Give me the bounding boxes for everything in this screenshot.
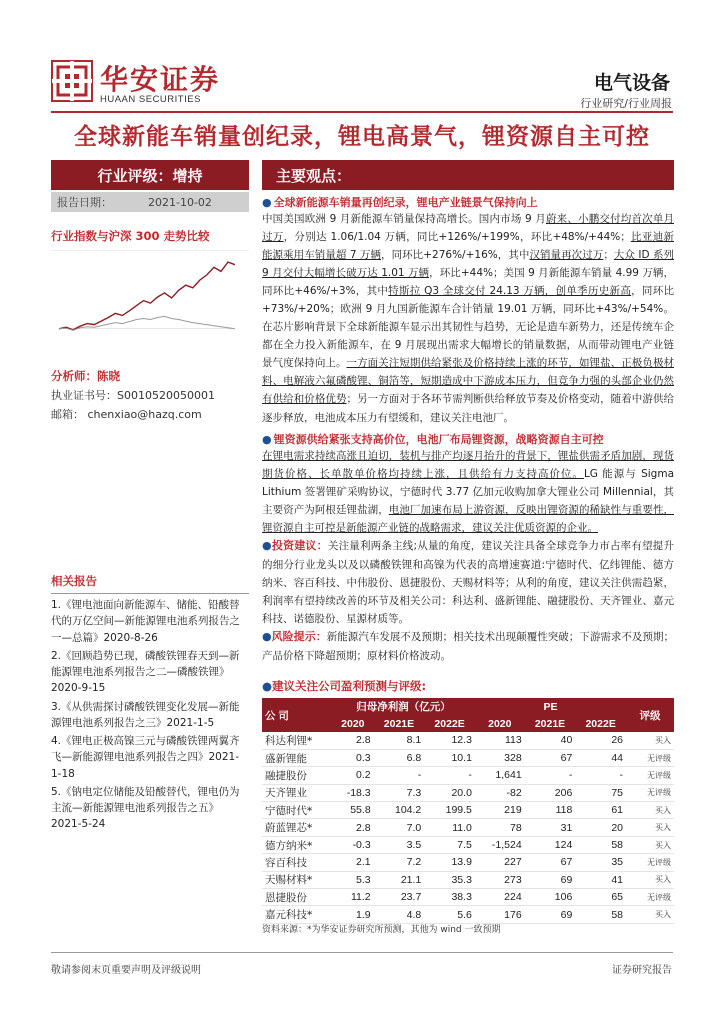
cell-e2: 31 <box>525 819 576 836</box>
bullet-icon: ● <box>262 196 272 209</box>
cell-p2: 6.8 <box>374 749 425 766</box>
text-run-underlined: 比亚迪新能源乘用车销量超 7 万辆 <box>262 231 675 262</box>
risk-text: 新能源汽车发展不及预期；相关技术出现颠覆性突破；下游需求不及预期；产品价格下降超预期；原材料价格波动。 <box>262 630 674 662</box>
chart-title: 行业指数与沪深 300 走势比较 <box>51 229 210 243</box>
section-lithium-text <box>262 447 674 537</box>
cell-e1: 328 <box>475 749 525 766</box>
cell-p1: 2.8 <box>332 819 374 836</box>
cell-p3: 12.3 <box>424 732 475 749</box>
cell-e3: 26 <box>575 732 626 749</box>
related-report-item[interactable]: 1.《锂电池面向新能源车、储能、铅酸替代的万亿空间—新能源锂电池系列报告之一—总篇》2020-8-26 <box>51 599 240 644</box>
cell-p1: 2.1 <box>332 854 374 871</box>
report-type: 行业研究/行业周报 <box>580 97 672 110</box>
cell-name: 天齐锂业 <box>262 784 332 801</box>
table-row <box>262 767 674 784</box>
cell-p3: 11.0 <box>424 819 475 836</box>
analyst-name: 分析师：陈晓 <box>51 369 120 383</box>
series-line-0 <box>59 262 235 330</box>
cell-e1: 227 <box>475 854 525 871</box>
related-reports-title: 相关报告 <box>51 573 249 594</box>
cell-name: 融捷股份 <box>262 767 332 784</box>
cell-p2: 21.1 <box>374 871 425 888</box>
related-report-item[interactable]: 4.《锂电正极高镍三元与磷酸铁锂两翼齐飞—新能源锂电池系列报告之四》2021-1-18 <box>51 735 240 780</box>
footer-report-label: 证券研究报告 <box>612 965 672 976</box>
analyst-cert: 执业证书号：S0010520050001 <box>51 389 215 402</box>
report-date-value: 2021-10-02 <box>148 195 212 209</box>
cell-p2: 3.5 <box>374 836 425 853</box>
brand-name-en: HUAAN SECURITIES <box>100 94 201 105</box>
cell-p1: 0.2 <box>332 767 374 784</box>
text-run: ，环比+44%；美国 9 月新能源车销量 4.99 万辆，同环比+46%/+3%，其中 <box>262 267 674 298</box>
cell-p1: 5.3 <box>332 871 374 888</box>
viewpoints-heading: 主要观点： <box>262 160 674 190</box>
col-year: 2022E <box>575 715 626 732</box>
estimate-table-title-text: 建议关注公司盈利预测与评级: <box>272 679 427 693</box>
cell-e1: 1,641 <box>475 767 525 784</box>
report-date-label: 报告日期： <box>57 196 112 209</box>
table-row <box>262 854 674 871</box>
col-year: 2020 <box>332 715 374 732</box>
cell-e3: 58 <box>575 836 626 853</box>
cell-p3: 5.6 <box>424 906 475 923</box>
col-group-pe: PE <box>475 698 626 715</box>
cell-rating: 买入 <box>626 819 674 836</box>
report-date <box>51 192 249 212</box>
text-run: ； <box>603 249 614 262</box>
cell-e2: 118 <box>525 802 576 819</box>
cell-name: 容百科技 <box>262 854 332 871</box>
cell-e3: 61 <box>575 802 626 819</box>
cell-e3: 41 <box>575 871 626 888</box>
huaan-logo-icon <box>51 60 93 102</box>
table-row <box>262 871 674 888</box>
cell-name: 恩捷股份 <box>262 889 332 906</box>
risk-head: 风险提示： <box>271 629 327 643</box>
cell-p3: 13.9 <box>424 854 475 871</box>
cell-rating: 买入 <box>626 906 674 923</box>
bullet-icon: ● <box>262 679 273 693</box>
cell-p3: 35.3 <box>424 871 475 888</box>
table-row <box>262 906 674 923</box>
cell-name: 盛新锂能 <box>262 749 332 766</box>
cell-p1: 1.9 <box>332 906 374 923</box>
cell-p1: 2.8 <box>332 732 374 749</box>
cell-name: 德方纳米* <box>262 836 332 853</box>
text-run: 中国美国欧洲 9 月新能源车销量保持高增长。国内市场 9 月 <box>262 213 546 225</box>
text-run-underlined: 在锂电需求持续高涨且迫切，装机与排产均逐月抬升的背景下，锂盐供需矛盾加剧，现货期货价格、长单散单价格均持续上涨，且供给有力支持高价位。 <box>262 449 674 480</box>
cell-p1: 55.8 <box>332 802 374 819</box>
cell-rating: 买入 <box>626 802 674 819</box>
section-lithium-head <box>262 431 674 447</box>
cell-p3: 199.5 <box>424 802 475 819</box>
cell-name: 嘉元科技* <box>262 906 332 923</box>
text-run-underlined: 一方面关注短期供给紧张及价格持续上涨的环节，如锂盐、正极负极材料、电解液六氟磷酸锂、铜箔等，短期造成中下游成本压力，但竞争力强的头部企业仍然有供给和价格优势 <box>262 357 675 406</box>
table-row <box>262 802 674 819</box>
cell-e2: 67 <box>525 749 576 766</box>
cell-e2: 106 <box>525 889 576 906</box>
brand-name-cn: 华安证券 <box>100 63 221 96</box>
related-report-item[interactable]: 2.《回顾趋势已现，磷酸铁锂春天到—新能源锂电池系列报告之二—磷酸铁锂》2020-9-15 <box>51 649 240 695</box>
report-title: 全球新能车销量创纪录，锂电高景气，锂资源自主可控 <box>74 123 650 150</box>
cell-rating: 买入 <box>626 732 674 749</box>
table-row <box>262 732 674 749</box>
text-run: ；另一方面对于各环节需判断供给释放节奏及价格变动，随着中游供给逐步释放，电池成本压力有望缓和，建议关注电池厂。 <box>262 393 675 424</box>
cell-e1: 176 <box>475 906 525 923</box>
col-company: 公 司 <box>262 698 332 732</box>
industry-rating: 行业评级：增持 <box>51 160 249 190</box>
cell-e2: 67 <box>525 854 576 871</box>
col-year: 2021E <box>374 715 425 732</box>
index-chart-svg <box>51 251 249 355</box>
cell-p3: 20.0 <box>424 784 475 801</box>
bullet-icon: ● <box>262 629 272 643</box>
section-risk <box>262 628 674 665</box>
sector-label: 电气设备 <box>593 72 670 94</box>
cell-rating: 无评级 <box>626 889 674 906</box>
table-row <box>262 749 674 766</box>
cell-e2: 69 <box>525 906 576 923</box>
text-run-underlined: 电池厂加速布局上游资源，反映出锂资源的稀缺性与重要性，锂资源自主可控是新能源产业链的战略需求，建议关注优质资源的企业。 <box>262 503 675 534</box>
text-run: ，同环比+276%/+16%，其中 <box>381 249 530 262</box>
cell-e1: 224 <box>475 889 525 906</box>
cell-e3: - <box>575 767 626 784</box>
cell-rating: 无评级 <box>626 854 674 871</box>
cell-p2: 7.3 <box>374 784 425 801</box>
footer-disclaimer: 敬请参阅末页重要声明及评级说明 <box>51 965 201 976</box>
cell-e3: 65 <box>575 889 626 906</box>
index-comparison-chart <box>51 250 249 354</box>
table-row <box>262 836 674 853</box>
table-row <box>262 819 674 836</box>
cell-p2: 7.2 <box>374 854 425 871</box>
cell-p2: 104.2 <box>374 802 425 819</box>
cell-name: 宁德时代* <box>262 802 332 819</box>
cell-rating: 买入 <box>626 871 674 888</box>
table-row <box>262 784 674 801</box>
cell-e1: 219 <box>475 802 525 819</box>
cell-e1: 273 <box>475 871 525 888</box>
cell-e1: -1,524 <box>475 836 525 853</box>
text-run-underlined: 汉销量再次过万 <box>529 249 604 262</box>
cell-p1: -18.3 <box>332 784 374 801</box>
cell-e1: -82 <box>475 784 525 801</box>
cell-p2: 7.0 <box>374 819 425 836</box>
cell-p1: -0.3 <box>332 836 374 853</box>
text-run: LG 能源与 Sigma Lithium 签署锂矿采购协议，宁德时代 3.77 亿加元收购加拿大锂业公司 Millennial，其主要资产为阿根廷锂盐湖， <box>262 467 674 516</box>
cell-name: 天赐材料* <box>262 871 332 888</box>
cell-rating: 买入 <box>626 836 674 853</box>
cell-e2: - <box>525 767 576 784</box>
section-ev-sales-text <box>262 210 674 427</box>
cell-rating: 无评级 <box>626 749 674 766</box>
cell-p3: 10.1 <box>424 749 475 766</box>
cell-p2: - <box>374 767 425 784</box>
col-rating: 评级 <box>626 698 674 732</box>
text-run-underlined: 特斯拉 Q3 全球交付 24.13 万辆，创单季历史新高 <box>388 285 632 298</box>
cell-p3: 7.5 <box>424 836 475 853</box>
bullet-icon: ● <box>262 432 272 446</box>
table-row <box>262 889 674 906</box>
cell-p3: - <box>424 767 475 784</box>
related-report-item[interactable]: 3.《从供需探讨磷酸铁锂变化发展—新能源锂电池系列报告之三》2021-1-5 <box>51 700 240 729</box>
footer-divider <box>51 952 673 953</box>
text-run-underlined: 蔚来、小鹏交付均首次单月过万 <box>262 213 675 244</box>
cell-e2: 69 <box>525 871 576 888</box>
cell-p2: 23.7 <box>374 889 425 906</box>
section-investment <box>262 537 674 628</box>
col-group-profit: 归母净利润（亿元） <box>332 698 475 715</box>
analyst-email[interactable]: 邮箱： chenxiao@hazq.com <box>51 408 202 421</box>
cell-e1: 78 <box>475 819 525 836</box>
col-year: 2021E <box>525 715 576 732</box>
cell-p3: 38.3 <box>424 889 475 906</box>
text-run: ，同环比+73%/+20%；欧洲 9 月九国新能源车合计销量 19.01 万辆，同环比+43%/+54%。在芯片影响背景下全球新能源车显示出其韧性与趋势，无论是造车新势力，还是传统车企都在全力投入新能源车，在 9 月展现出需求大幅增长的销量数据，从而带动锂电产业链景气度保持向上。 <box>262 285 674 370</box>
left-sidebar <box>51 160 249 422</box>
cell-name: 科达利锂* <box>262 732 332 749</box>
cell-e1: 113 <box>475 732 525 749</box>
col-year: 2022E <box>424 715 475 732</box>
related-report-item[interactable]: 5.《钠电定位储能及铅酸替代，锂电仍为主流—新能源锂电池系列报告之五》2021-5-24 <box>51 785 240 831</box>
series-line-1 <box>59 316 235 330</box>
cell-e3: 58 <box>575 906 626 923</box>
cell-e3: 35 <box>575 854 626 871</box>
cell-rating: 无评级 <box>626 767 674 784</box>
cell-p2: 8.1 <box>374 732 425 749</box>
header-divider <box>51 111 673 113</box>
earnings-estimate-table <box>262 698 674 924</box>
cell-p1: 11.2 <box>332 889 374 906</box>
cell-name: 蔚蓝锂芯* <box>262 819 332 836</box>
cell-e3: 75 <box>575 784 626 801</box>
text-run: ，分别达 1.06/1.04 万辆，同比+126%/+199%，环比+48%/+44%； <box>283 231 631 244</box>
investment-head: 投资建议： <box>271 538 328 552</box>
text-run-underlined: 大众 ID 系列 9 月交付大幅增长破万达 1.01 万辆 <box>262 249 675 280</box>
cell-rating: 无评级 <box>626 784 674 801</box>
cell-e2: 40 <box>525 732 576 749</box>
related-reports-list <box>51 597 249 835</box>
col-year: 2020 <box>475 715 525 732</box>
section-ev-sales-title: 全球新能源车销量再创纪录，锂电产业链景气保持向上 <box>273 196 538 209</box>
cell-e3: 20 <box>575 819 626 836</box>
page-header <box>0 0 724 118</box>
section-lithium-title: 锂资源供给紧张支持高价位，电池厂布局锂资源，战略资源自主可控 <box>273 432 604 446</box>
cell-p1: 0.3 <box>332 749 374 766</box>
main-viewpoints <box>262 160 674 665</box>
section-ev-sales-head <box>262 194 674 210</box>
cell-e2: 206 <box>525 784 576 801</box>
estimate-table-title <box>262 678 426 694</box>
cell-p2: 4.8 <box>374 906 425 923</box>
investment-text: 关注量利两条主线;从量的角度，建议关注具备全球竞争力市占率有望提升的细分行业龙头以及以磷酸铁锂和高镍为代表的高增速赛道:宁德时代、亿纬锂能、德方纳米、容百科技、中伟股份、恩捷股份、天赐材料等；从利的角度，建议关注供需趋紧，利润率有望持续改善的环节及相关公司：科达利、盛新锂能、融捷股份、天齐锂业、嘉元科技、诺德股份、星源材质等。 <box>262 539 675 625</box>
table-source-note: 资料来源：*为华安证券研究所预测，其他为 wind 一致预期 <box>262 925 501 935</box>
cell-e2: 124 <box>525 836 576 853</box>
bullet-icon: ● <box>262 538 272 552</box>
cell-e3: 44 <box>575 749 626 766</box>
